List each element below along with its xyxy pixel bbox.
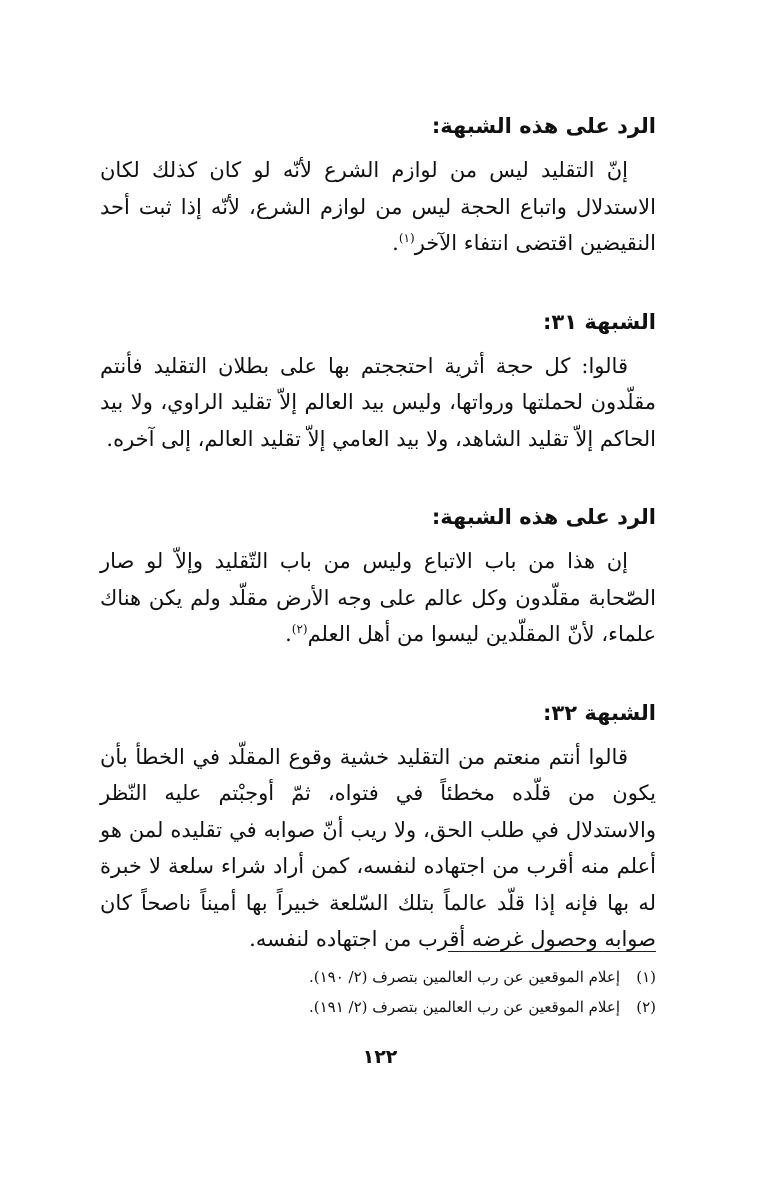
section-heading: الرد على هذه الشبهة: — [431, 114, 656, 138]
footnote-item — [100, 962, 656, 992]
footnote-ref[interactable]: (٢) — [291, 622, 308, 636]
footnote-number: (١) — [636, 968, 656, 986]
footnote-item — [100, 992, 656, 1022]
section-paragraph: إنّ التقليد ليس من لوازم الشرع لأنّه لو كان كذلك لكان الاستدلال واتباع الحجة ليس من لوازم الشرع، لأنّه إذا ثبت أحد النقيضين اقتضى انتفاء الآخر$^{(١)}$. — [100, 158, 656, 255]
footnote-divider — [448, 951, 656, 952]
main-text — [100, 108, 656, 958]
page-number: ١٢٢ — [362, 1046, 398, 1068]
footnote-text: إعلام الموقعين عن رب العالمين بتصرف (٢/ ١٩٠). — [308, 968, 620, 986]
section-paragraph: قالوا أنتم منعتم من التقليد خشية وقوع المقلّد في الخطأ بأن يكون من قلّده مخطئاً في فتواه، ثمّ أوجبْتم عليه النّظر والاستدلال في طلب الحق، ولا ريب أنّ صوابه في تقليده لمن هو أعلم منه أقرب من اجتهاده لنفسه، كمن أراد شراء سلعة لا خبرة له بها فإنه إذا قلّد عالماً بتلك السّلعة خبيراً بها أميناً ناصحاً كان صوابه وحصول غرضه أقرب من اجتهاده لنفسه. — [100, 744, 656, 951]
section-heading: الرد على هذه الشبهة: — [431, 505, 656, 529]
section-paragraph: إن هذا من باب الاتباع وليس من باب التّقليد وإلاّ لو صار الصّحابة مقلّدون وكل عالم على وجه الأرض مقلّد ولم يكن هناك علماء، لأنّ المقلّدين ليسوا من أهل العلم$^{(٢)}$. — [100, 549, 656, 646]
section-heading: الشبهة ٣٢: — [543, 700, 656, 725]
footnote-text: إعلام الموقعين عن رب العالمين بتصرف (٢/ ١٩١). — [308, 998, 620, 1016]
footnote-number: (٢) — [636, 998, 656, 1016]
footnote-ref[interactable]: (١) — [398, 231, 415, 245]
section-heading: الشبهة ٣١: — [543, 309, 656, 334]
section-paragraph: قالوا: كل حجة أثرية احتججتم بها على بطلان التقليد فأنتم مقلّدون لحملتها ورواتها، وليس بيد العالم إلاّ تقليد الراوي، ولا بيد الحاكم إلاّ تقليد الشاهد، ولا بيد العامي إلاّ تقليد العالم، إلى آخره. — [100, 353, 656, 451]
footnotes — [100, 962, 656, 1022]
